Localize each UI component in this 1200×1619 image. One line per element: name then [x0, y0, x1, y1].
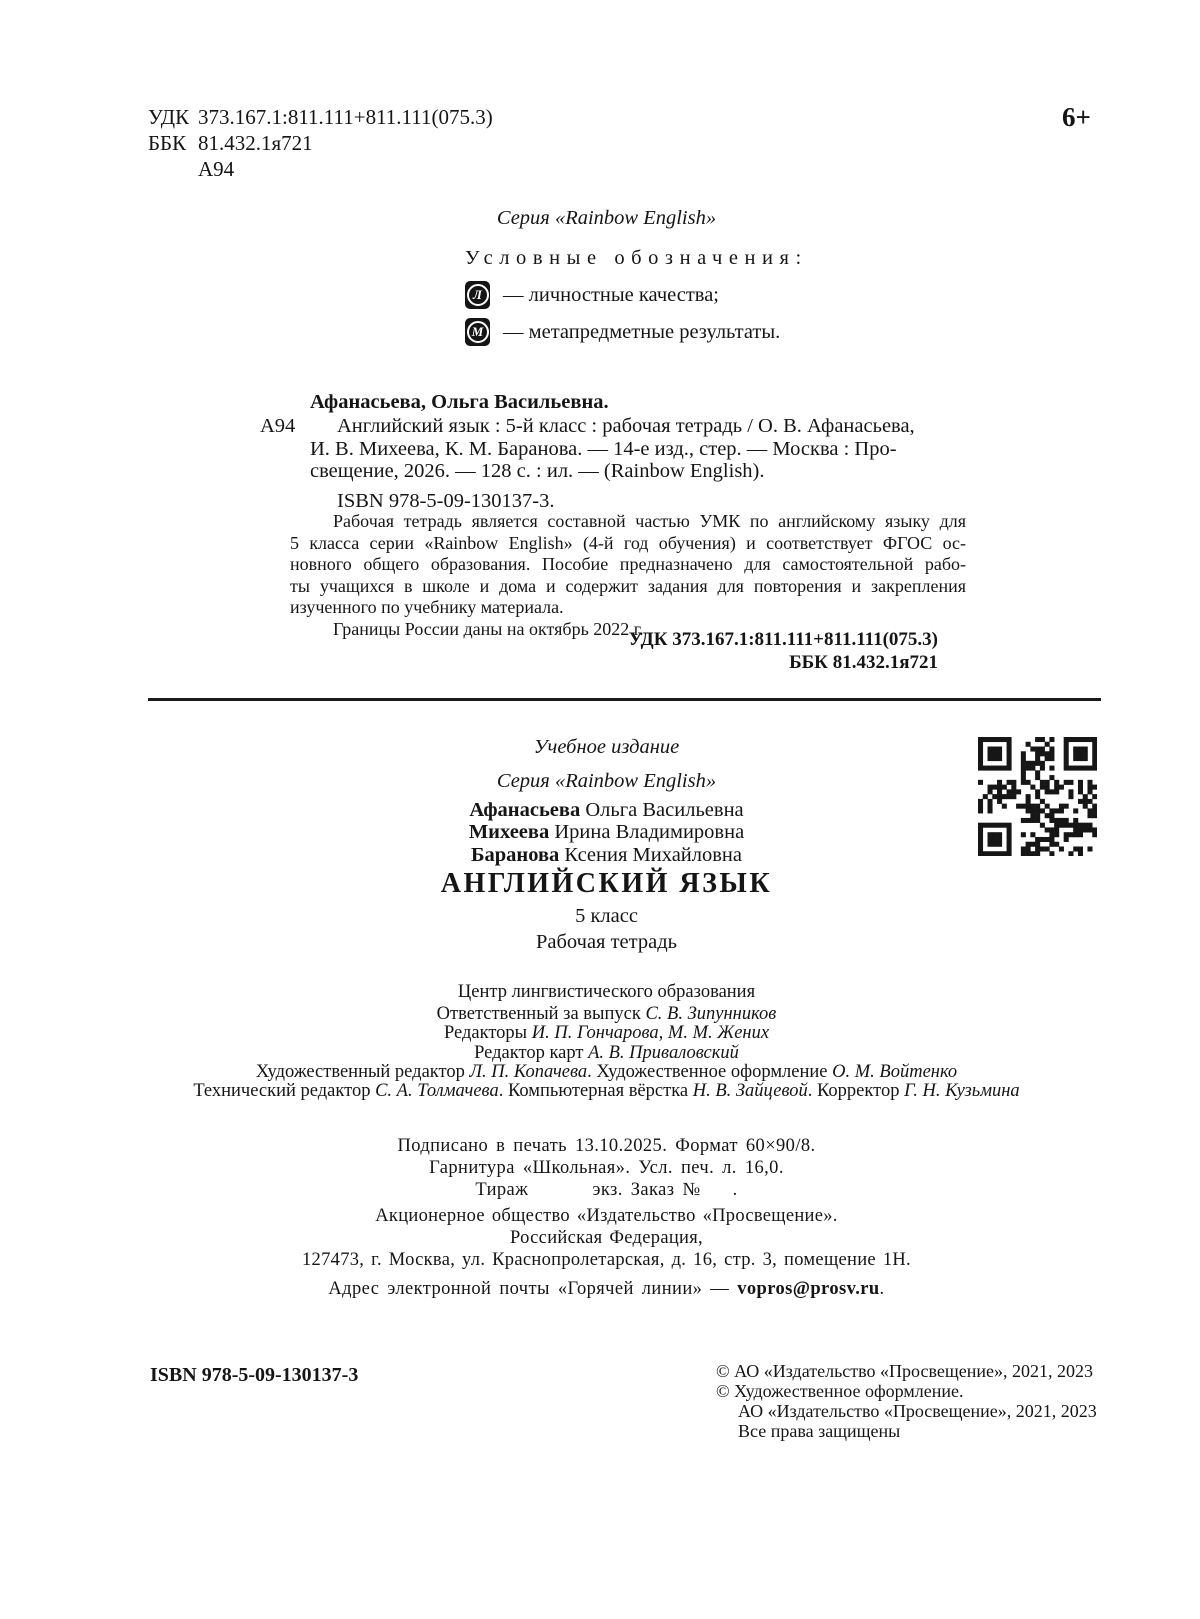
- bib-isbn: ISBN 978-5-09-130137-3.: [337, 489, 555, 512]
- book-subtitle: Рабочая тетрадь: [535, 931, 677, 953]
- personal-qualities-icon: [465, 281, 490, 309]
- credit-line: Редакторы И. П. Гончарова, М. М. Жених: [443, 1023, 770, 1044]
- credit-line: Редактор карт А. В. Приваловский: [474, 1042, 739, 1063]
- udk-value: 373.167.1:811.111+811.111(075.3): [198, 105, 493, 129]
- print-info-block: [148, 1136, 1065, 1201]
- footer-isbn: ISBN 978-5-09-130137-3: [150, 1364, 359, 1386]
- legend-item-metasubject: [465, 317, 808, 347]
- bib-line: И. В. Михеева, К. М. Баранова. — 14-е изд., стер. — Москва : Про-: [310, 437, 897, 460]
- publisher-block: [148, 1206, 1065, 1271]
- udk-line: [148, 104, 493, 130]
- copyright-line: © АО «Издательство «Просвещение», 2021, 2023: [716, 1361, 1093, 1381]
- map-borders-note: Границы России даны на октябрь 2022 г.: [333, 618, 644, 639]
- publisher-line: 127473, г. Москва, ул. Краснопролетарская, д. 16, стр. 3, помещение 1Н.: [302, 1249, 911, 1270]
- bib-code: А94: [260, 415, 296, 437]
- author-line: Афанасьева Ольга Васильевна: [469, 799, 744, 821]
- colophon-series: Серия «Rainbow English»: [496, 770, 717, 792]
- book-title: АНГЛИЙСКИЙ ЯЗЫК: [440, 868, 773, 899]
- bbk-line: [148, 130, 493, 156]
- colophon-authors: [148, 799, 1065, 866]
- bib-author-heading: Афанасьева, Ольга Васильевна.: [310, 391, 609, 413]
- print-info-line: Гарнитура «Школьная». Усл. печ. л. 16,0.: [429, 1157, 784, 1178]
- series-note: Серия «Rainbow English»: [496, 207, 717, 229]
- bib-line: свещение, 2026. — 128 с. : ил. — (Rainbow English).: [310, 460, 765, 482]
- publisher-line: Акционерное общество «Издательство «Просвещение».: [375, 1206, 838, 1226]
- classification-codes-bottom: [148, 629, 938, 674]
- annotation-line: 5 класса серии «Rainbow English» (4-й год обучения) и соответствует ФГОС ос-: [290, 532, 966, 553]
- legend-heading: Условные обозначения:: [465, 247, 808, 269]
- edition-type: Учебное издание: [533, 736, 680, 758]
- legend-block: [465, 247, 808, 347]
- qr-code: [978, 737, 1097, 856]
- credit-line: Ответственный за выпуск С. В. Зипунников: [436, 1004, 777, 1024]
- udk-bottom-line: УДК 373.167.1:811.111+811.111(075.3): [628, 629, 938, 650]
- letter-m-glyph: М: [467, 321, 489, 343]
- udk-label: УДК: [148, 105, 190, 129]
- publisher-line: Российская Федерация,: [510, 1227, 703, 1248]
- annotation-line: ты учащихся в школе и дома и содержит задания для повторения и закрепления: [290, 575, 966, 596]
- copyright-line: Все права защищены: [738, 1420, 901, 1441]
- bib-line: Английский язык : 5-й класс : рабочая тетрадь / О. В. Афанасьева,: [337, 415, 915, 437]
- credits-block: [148, 1005, 1065, 1101]
- legend-item-label: — метапредметные результаты.: [503, 320, 781, 343]
- bbk-bottom-line: ББК 81.432.1я721: [789, 651, 938, 673]
- bbk-value: 81.432.1я721: [198, 131, 313, 155]
- print-info-line: Подписано в печать 13.10.2025. Формат 60×90/8.: [397, 1136, 816, 1156]
- classification-codes-top: [148, 104, 493, 182]
- author-line: Баранова Ксения Михайловна: [470, 843, 743, 866]
- copyright-line: АО «Издательство «Просвещение», 2021, 2023: [738, 1400, 1097, 1421]
- copyright-block: [716, 1362, 1097, 1442]
- metasubject-results-icon: [465, 318, 490, 346]
- print-info-line: Тираж экз. Заказ № .: [475, 1179, 738, 1200]
- age-rating-badge: 6+: [1062, 102, 1091, 132]
- annotation-line: Рабочая тетрадь является составной частью УМК по английскому языку для: [333, 511, 966, 531]
- annotation: [290, 511, 966, 641]
- legend-item-label: — личностные качества;: [503, 283, 720, 306]
- annotation-line: изученного по учебнику материала.: [290, 597, 564, 618]
- legend-item-personal: [465, 280, 808, 310]
- credit-line: Художественный редактор Л. П. Копачева. Художественное оформление О. М. Войтенко: [255, 1061, 958, 1082]
- letter-l-glyph: Л: [467, 284, 489, 306]
- bbk-label: ББК: [148, 131, 187, 155]
- credit-line: Технический редактор С. А. Толмачева. Компьютерная вёрстка Н. В. Зайцевой. Корректор Г. Н. Кузьмина: [193, 1081, 1020, 1102]
- author-sign: А94: [198, 157, 235, 181]
- section-divider: [148, 698, 1101, 701]
- hotline-email-line: Адрес электронной почты «Горячей линии» — vopros@prosv.ru.: [328, 1279, 885, 1299]
- department-line: Центр лингвистического образования: [457, 982, 756, 1002]
- annotation-line: новного общего образования. Пособие предназначено для самостоятельной рабо-: [290, 554, 966, 575]
- grade-line: 5 класс: [575, 905, 638, 927]
- copyright-line: © Художественное оформление.: [716, 1380, 964, 1401]
- bibliographic-record: [148, 390, 915, 512]
- author-line: Михеева Ирина Владимировна: [468, 821, 745, 844]
